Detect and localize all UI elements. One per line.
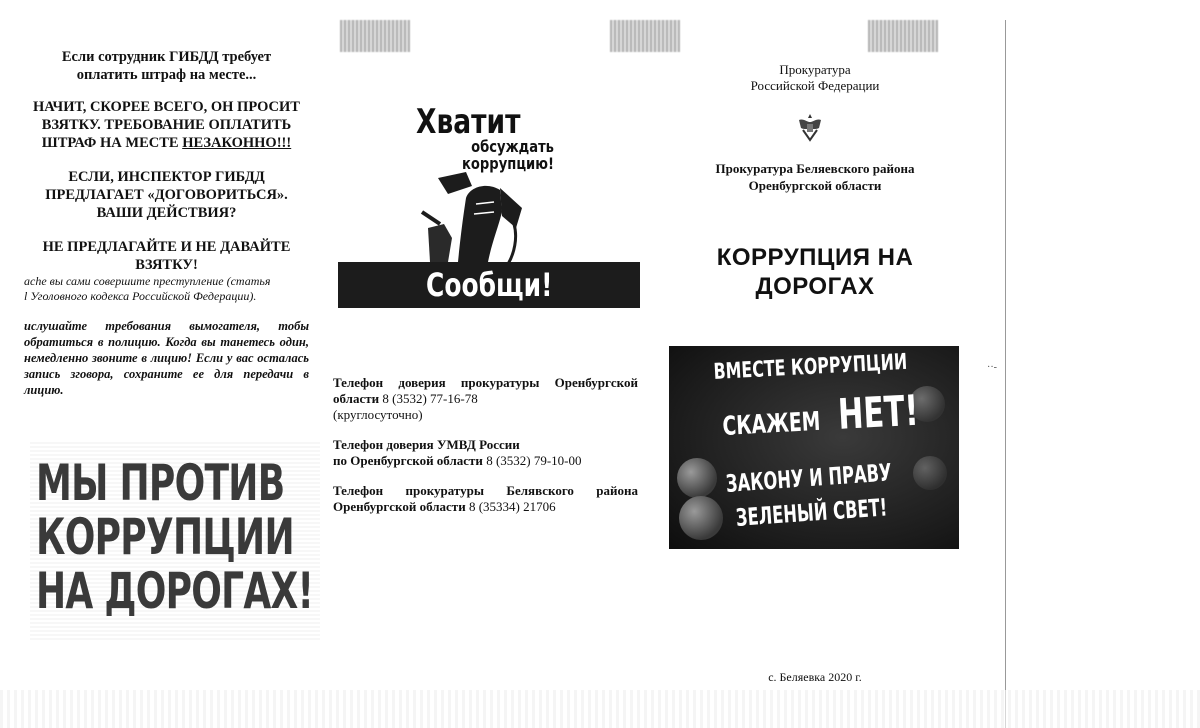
- poster-headline: Хватит: [416, 102, 521, 142]
- contact-phone: 8 (3532) 77-16-78: [382, 391, 478, 406]
- scan-smudge: [610, 20, 680, 52]
- legal-note: ache вы сами совершите преступление (статья: [24, 274, 271, 288]
- scan-noise: [0, 690, 1200, 728]
- poster-subline-2: коррупцию!: [462, 154, 554, 173]
- poster-line: ВМЕСТЕ КОРРУПЦИИ: [713, 349, 908, 385]
- contact-item: [333, 375, 638, 407]
- advice-line: ВЗЯТКУ!: [135, 257, 198, 273]
- org-line: Российской Федерации: [750, 78, 880, 93]
- contact-phone: 8 (35334) 21706: [468, 499, 556, 514]
- scan-smudge: [340, 20, 410, 52]
- legal-note: l Уголовного кодекса Российской Федерации).: [24, 289, 257, 303]
- contact-note: (круглосуточно): [333, 407, 423, 422]
- heading-line: Если сотрудник ГИБДД требует: [61, 49, 272, 65]
- poster-subline-1: обсуждать: [471, 137, 554, 156]
- scan-smudge: [868, 20, 938, 52]
- page-edge: [1005, 20, 1006, 728]
- question-line: ВАШИ ДЕЙСТВИЯ?: [96, 205, 237, 221]
- contact-phone: 8 (3532) 79-10-00: [486, 453, 582, 468]
- contact-item: [333, 453, 638, 469]
- contact-label: Телефон прокуратуры Белявского района Оренбургской области: [333, 483, 638, 514]
- question-line: ЕСЛИ, ИНСПЕКТОР ГИБДД: [68, 169, 265, 185]
- poster-line: [721, 384, 950, 445]
- eagle-emblem-icon: [795, 110, 825, 144]
- slogan-line: КОРРУПЦИИ: [36, 508, 294, 566]
- advice-line: НЕ ПРЕДЛАГАЙТЕ И НЕ ДАВАЙТЕ: [42, 239, 291, 255]
- warning-emphasis: НЕЗАКОННО!!!: [182, 135, 292, 151]
- big-slogan: [30, 440, 320, 640]
- report-corruption-poster: [338, 90, 640, 308]
- scan-mark: ··-: [987, 362, 997, 373]
- traffic-light-lamp: [677, 458, 717, 498]
- left-panel: [24, 48, 309, 398]
- contact-item: [333, 437, 638, 453]
- poster-word: СКАЖЕМ: [721, 406, 822, 442]
- traffic-light-lamp: [679, 496, 723, 540]
- warning-line: НАЧИТ, СКОРЕЕ ВСЕГО, ОН ПРОСИТ: [33, 99, 300, 115]
- warning-line: ВЗЯТКУ. ТРЕБОВАНИЕ ОПЛАТИТЬ: [41, 117, 292, 133]
- poster-emphasis: НЕТ!: [836, 385, 920, 439]
- contacts-list: [333, 375, 638, 515]
- contact-label: Телефон доверия прокуратуры Оренбургской области: [333, 375, 638, 406]
- district-line: Прокуратура Беляевского района: [715, 161, 915, 176]
- poster-bottom-text: Сообщи!: [426, 266, 553, 304]
- contact-label: Телефон доверия УМВД России: [333, 437, 520, 452]
- traffic-light-poster: [669, 346, 959, 549]
- district-line: Оренбургской области: [748, 178, 882, 193]
- contact-item: [333, 483, 638, 515]
- slogan-line: МЫ ПРОТИВ: [36, 454, 285, 512]
- district-office: [660, 160, 970, 194]
- org-name: [660, 62, 970, 94]
- place-year: с. Беляевка 2020 г.: [768, 670, 862, 684]
- warning-prefix: ШТРАФ НА МЕСТЕ: [41, 135, 183, 151]
- brochure-title: [660, 243, 970, 301]
- question-line: ПРЕДЛАГАЕТ «ДОГОВОРИТЬСЯ».: [45, 187, 288, 203]
- poster-line: ЗАКОНУ И ПРАВУ: [725, 458, 893, 498]
- poster-bottom-bar: [338, 262, 640, 308]
- heading-line: оплатить штраф на месте...: [76, 67, 257, 83]
- title-line: ДОРОГАХ: [755, 273, 875, 300]
- warning-line: [24, 134, 309, 152]
- traffic-light-lamp: [913, 456, 947, 490]
- slogan-line: НА ДОРОГАХ!: [36, 562, 314, 620]
- title-line: КОРРУПЦИЯ НА: [716, 244, 914, 271]
- poster-line: ЗЕЛЕНЫЙ СВЕТ!: [735, 493, 889, 532]
- instructions-text: ислушайте требования вымогателя, тобы обратиться в полицию. Когда вы танетесь один, немедленно звоните в лицию! Если у вас осталась запись зговора, сохраните ее для передачи в лицию.: [24, 319, 309, 397]
- poster-subline: [462, 138, 554, 172]
- raised-fist-phone-icon: [418, 168, 538, 268]
- org-line: Прокуратура: [779, 62, 851, 77]
- contact-label: по Оренбургской области: [333, 453, 483, 468]
